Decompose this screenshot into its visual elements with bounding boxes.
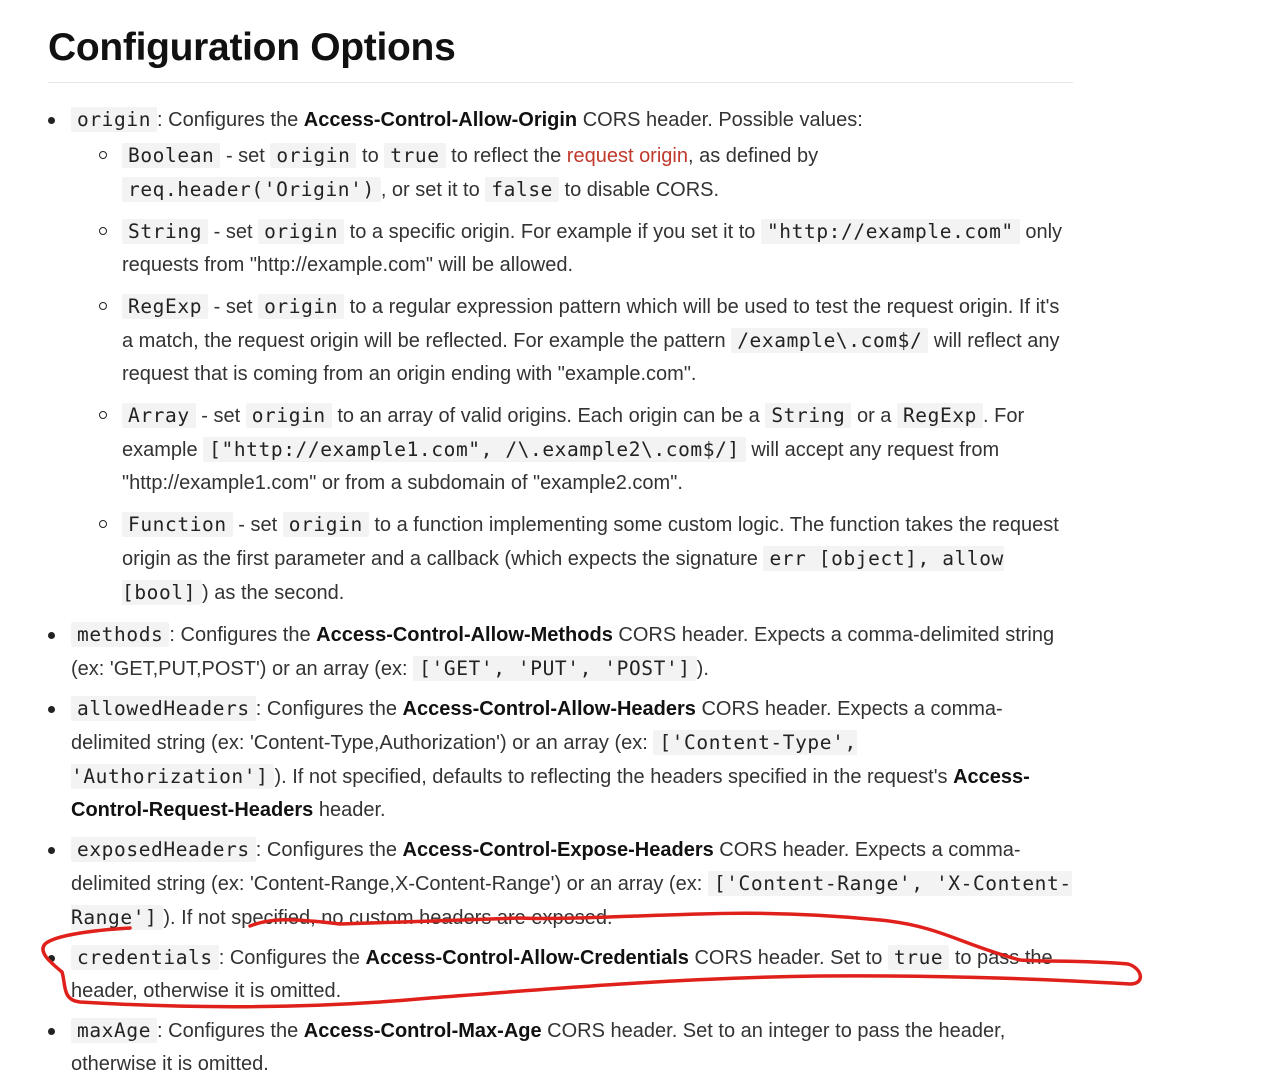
option-name: allowedHeaders [71,696,256,721]
code: origin [258,219,344,244]
text: ). If not specified, defaults to reflecting the headers specified in the request's [274,766,954,788]
header-name: Access-Control-Allow-Headers [402,698,696,720]
origin-value-regexp [99,290,1073,391]
origin-values-list [71,139,1073,610]
value-type: Boolean [122,143,220,168]
option-methods [48,618,1073,686]
header-name: Access-Control-Expose-Headers [402,839,714,861]
option-max-age [48,1014,1073,1081]
text: ) as the second. [202,582,345,604]
header-name: Access-Control-Request-Headers [71,766,1030,821]
text: . For example [122,405,1025,461]
text: , or set it to [380,179,486,201]
request-origin-link[interactable]: request origin [566,145,688,167]
text: ). [696,658,709,680]
text: CORS header. Expects a comma-delimited string (ex: 'Content-Type,Authorization') or an array (ex: [71,698,1003,754]
option-name: credentials [71,945,219,970]
text: ). If not specified, no custom headers are exposed. [163,907,613,929]
header-name: Access-Control-Allow-Credentials [365,947,689,969]
option-name: maxAge [71,1018,157,1043]
code: RegExp [897,403,983,428]
text: : Configures the [218,947,366,969]
text: : Configures the [169,624,317,646]
text: CORS header. Expects a comma-delimited string (ex: 'Content-Range,X-Content-Range') or an array (ex: [71,839,1021,895]
option-name: origin [71,107,157,132]
code: "http://example.com" [761,219,1020,244]
text: - set [208,221,259,243]
origin-value-function [99,508,1073,610]
text: to a regular expression pattern which will be used to test the request origin. If it's a match, the request origin will be reflected. For example the pattern [122,296,1060,352]
text: to an array of valid origins. Each origin can be a [331,405,766,427]
header-name: Access-Control-Allow-Methods [316,624,613,646]
text: to reflect the [445,145,567,167]
text: or a [851,405,897,427]
document [48,18,1073,1087]
text: CORS header. Set to an integer to pass the header, otherwise it is omitted. [71,1020,1006,1075]
code: origin [283,512,369,537]
code: ['Content-Type', 'Authorization'] [71,731,857,788]
code: err [object], allow [bool] [122,547,1004,604]
text: : Configures the [255,839,403,861]
header-name: Access-Control-Max-Age [303,1020,542,1042]
option-exposed-headers [48,833,1073,935]
origin-value-string [99,215,1073,282]
option-credentials [48,941,1073,1008]
code: true [384,143,445,168]
text: : Configures the [157,109,304,131]
text: will reflect any request that is coming from an origin ending with "example.com". [122,330,1060,385]
code: origin [270,143,356,168]
text: will accept any request from "http://example1.com" or from a subdomain of "example2.com". [122,439,1000,494]
text: , as defined by [687,145,819,167]
text: to pass the header, otherwise it is omitted. [71,947,1053,1002]
text: - set [195,405,246,427]
text: - set [220,145,271,167]
text: to a function implementing some custom logic. The function takes the request origin as the first parameter and a callback (which expects the signature [122,514,1059,570]
code: /example\.com$/ [731,328,928,353]
page-title: Configuration Options [48,18,1073,83]
value-type: Array [122,403,196,428]
options-list [48,103,1073,1081]
text: : Configures the [157,1020,304,1042]
text: CORS header. Set to [688,947,888,969]
text: to [356,145,385,167]
code: origin [258,294,344,319]
code: req.header('Origin') [122,177,381,202]
text: - set [208,296,259,318]
option-origin [48,103,1073,610]
value-type: Function [122,512,233,537]
code: ['Content-Range', 'X-Content-Range'] [71,872,1072,929]
text: only requests from "http://example.com" will be allowed. [122,221,1063,276]
option-allowed-headers [48,692,1073,827]
code: ["http://example1.com", /\.example2\.com$/] [203,437,746,462]
code: false [485,177,559,202]
text: CORS header. Expects a comma-delimited string (ex: 'GET,PUT,POST') or an array (ex: [71,624,1055,680]
text: : Configures the [255,698,403,720]
code: String [765,403,851,428]
code: true [888,945,949,970]
text: header. [313,799,386,821]
value-type: String [122,219,208,244]
text: to disable CORS. [559,179,720,201]
option-name: methods [71,622,169,647]
text: CORS header. Possible values: [577,109,863,131]
option-name: exposedHeaders [71,837,256,862]
origin-value-boolean [99,139,1073,207]
code: ['GET', 'PUT', 'POST'] [413,656,696,681]
text: - set [232,514,283,536]
value-type: RegExp [122,294,208,319]
origin-value-array [99,399,1073,500]
text: to a specific origin. For example if you set it to [344,221,761,243]
code: origin [246,403,332,428]
header-name: Access-Control-Allow-Origin [303,109,578,131]
